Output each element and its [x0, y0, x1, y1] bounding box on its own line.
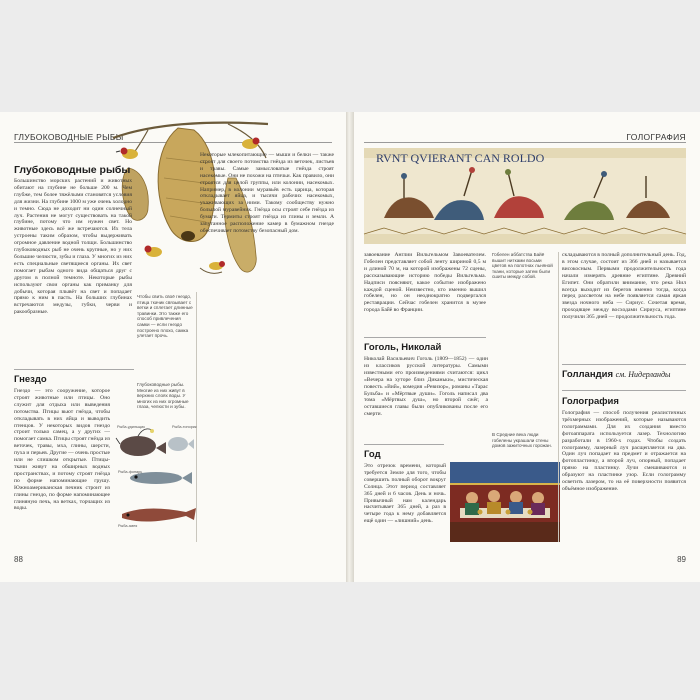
bayeux-tapestry-image [364, 148, 686, 244]
fish-label-lanternfish: Рыба-фонарь [118, 470, 143, 474]
year-heading: Год [364, 449, 381, 460]
holography-rule [562, 390, 686, 391]
right-running-head: ГОЛОГРАФИЯ [626, 132, 686, 142]
year-rule [364, 444, 444, 445]
right-column-divider [558, 252, 559, 542]
holland-rule [562, 364, 686, 365]
nest-text: Гнездо — это сооружение, которое строят животные или птицы. Оно служит для отдыха или выведения потомства. Птицы вьют гнёзда, чтобы откладывать в них яйца и выводить птенцов. У некоторых видов гнездо строит только самец, а у других — помогает самка. Птицы строят гнёзда из веточек, травы, мха, глины, шерсти, пуха и перьев. Другие — очень простые или не слишком открытые. Птицы-ткачи живут на обширных водных пространствах, и потому строят гнёзда по форме напоминающие грушу. Южноамериканская печник строит из глины гнездо, по форме напоминающее глиняную печь, на ветках, торчащих из воды. [14, 388, 110, 512]
deep-sea-text: Большинство морских растений и животных обитают на глубине не больше 200 м. Чем глубже, тем более тяжёлыми становятся условия для жизни. На глубине 1000 м уже очень холодно и темно. Сюда не доходит ни один солнечный луч. Растения не могут существовать на такой глубине, потому что им нужен свет. Но животные здесь всё же встречаются. Их тела устроены таким образом, чтобы выдерживать огромное давление водной толщи. Большинство глубоководных рыб не очень крупные, но у них большие челюсти, зубы и глаза. У многих из них есть специальные светящиеся органы. Их свет помогает рыбам одного вида общаться друг с другом в полной темноте. Некоторые рыбы используют свои органы как приманку для добычи, которая плывёт на свет и попадает прямо к ним в пасть. На больших глубинах встречаются медузы, губки, черви и ракообразные. [14, 178, 132, 316]
nest-rule [14, 369, 134, 370]
gogol-text: Николай Васильевич Гоголь (1809—1852) — один из классиков русской литературы. Самыми известными его произведениями считаются: цикл «Вечера на хуторе близ Диканьки», мистическая повесть «Вий», комедия «Ревизор», романы «Тарас Бульба» и «Мёртвые души». Гоголь написал два тома «Мёртвых душ», но второй сжёг, а оставшиеся главы были опубликованы после его смерти. [364, 356, 488, 418]
left-page-number: 88 [14, 555, 23, 564]
bayeux-continued-text: завоевание Англии Вильгельмом Завоевателем. Гобелен представляет собой ленту шириной 0,5 м и длиной 70 м, на которой изображены 72 сцены, рассказывающие историю победы Вильгельма. Надписи поясняют, какое событие изображено каждой сценой. Неизвестно, кто именно вышил гобелен, но он неоднократно подвергался реставрации. Сейчас гобелен хранится в музее города Байё во Франции. [364, 252, 486, 314]
book-spread [0, 112, 700, 582]
right-page [352, 112, 700, 582]
tapestry-caption: Гобелен аббатства Байё вышит нитками восьми цветов на полотнах льняной ткани, которые затем были сшиты между собой. [492, 252, 553, 280]
holland-see-also-link[interactable]: см. Нидерланды [615, 370, 671, 379]
fish-label-anglerfish: Рыба-удильщик [117, 425, 145, 429]
feast-caption: В Средние века люди гобелены украшали стены домов зажиточных горожан. [492, 432, 552, 449]
fish-caption: Глубоководные рыбы. Многие из них живут в верхних слоях воды. У многих из них огромные глаза, челюсти и зубы. [137, 382, 189, 410]
holland-heading [562, 369, 670, 380]
mammals-nest-text: Некоторые млекопитающие — мыши и белки — также строят для своего потомства гнёзда из веточек, листьев и травы. Самые замысловатые гнёзда строят насекомые. Они не похожи на птичьи. Как правило, они строятся для целой группы, или колонии, насекомых. Например, в колонии муравьёв есть царица, которая откладывает яйца, и тысячи рабочих насекомых, ухаживающих за ними. Такому сообществу нужно большой муравейник. Гнёзда осы строят себе гнёзда из бумаги. Термиты строят гнёзда из глины и земли. А запутанное расположение камер в бумажном гнезде обеспечивает потомству безопасный дом. [200, 152, 334, 234]
column-divider [196, 292, 197, 542]
holland-heading-title: Голландия [562, 369, 613, 380]
holography-text: Голография — способ получения реалистичных трёхмерных изображений, которые называются голограммами. Для их создания вместо фотоаппарата используется лазер. Технологию разработали в 1960-х годах. Чтобы создать голограмму, лазерный луч расщепляется на два. Один луч попадает на предмет и отражается на фотопластинку, а второй луч, опорный, попадает прямо на пластинку. Лучи смешиваются и образуют на пластинке узор. Если голограмму осветить лазером, то на её поверхности появится объёмное изображение. [562, 410, 686, 492]
gogol-rule [364, 337, 486, 338]
left-page [0, 112, 348, 582]
year-text: Это отрезок времени, который требуется Земле для того, чтобы совершить полный оборот вокруг Солнца. Этот период составляет 365 дней и 6 часов. День и ночь. Привычный нам календарь насчитывает 365 дней, а раз в четыре года к нему добавляется ещё один — «лишний» день. [364, 463, 446, 525]
right-header-rule [364, 142, 686, 143]
tapestry-inscription: RVNT QVIERANT CAN ROLDO [376, 151, 545, 165]
nest-heading: Гнездо [14, 374, 47, 385]
gogol-heading: Гоголь, Николай [364, 342, 442, 353]
fish-label-hatchetfish: Рыба-топорик [172, 425, 197, 429]
weaver-caption: Чтобы свить своё гнездо, птица ткачик связывает с ветки и сплетает длинные травинки. Это также его способ привлечения самки — если гнездо построено плохо, самка улетает прочь. [137, 294, 193, 339]
holography-heading: Голография [562, 396, 619, 407]
leap-year-text: складываются в полный дополнительный день. Год, в этом случае, состоит из 366 дней и называется високосным. Первыми продолжительность года начали измерять древние египтяне. Древний Египет. Они обратили внимание, что река Нил всегда выходит из берегов именно тогда, когда перед рассветом на небе появляется самая яркая звезда ночного неба — Сириус. Сочетая время, проходящее между восходами Сириуса, египтяне получили 365 дней — продолжительность года. [562, 252, 686, 321]
fish-label-snakefish: Рыба-змея [118, 524, 138, 528]
deep-sea-heading: Глубоководные рыбы [14, 164, 131, 176]
right-page-number: 89 [677, 555, 686, 564]
left-running-head: ГЛУБОКОВОДНЫЕ РЫБЫ [14, 132, 124, 142]
medieval-feast-image [450, 462, 560, 542]
